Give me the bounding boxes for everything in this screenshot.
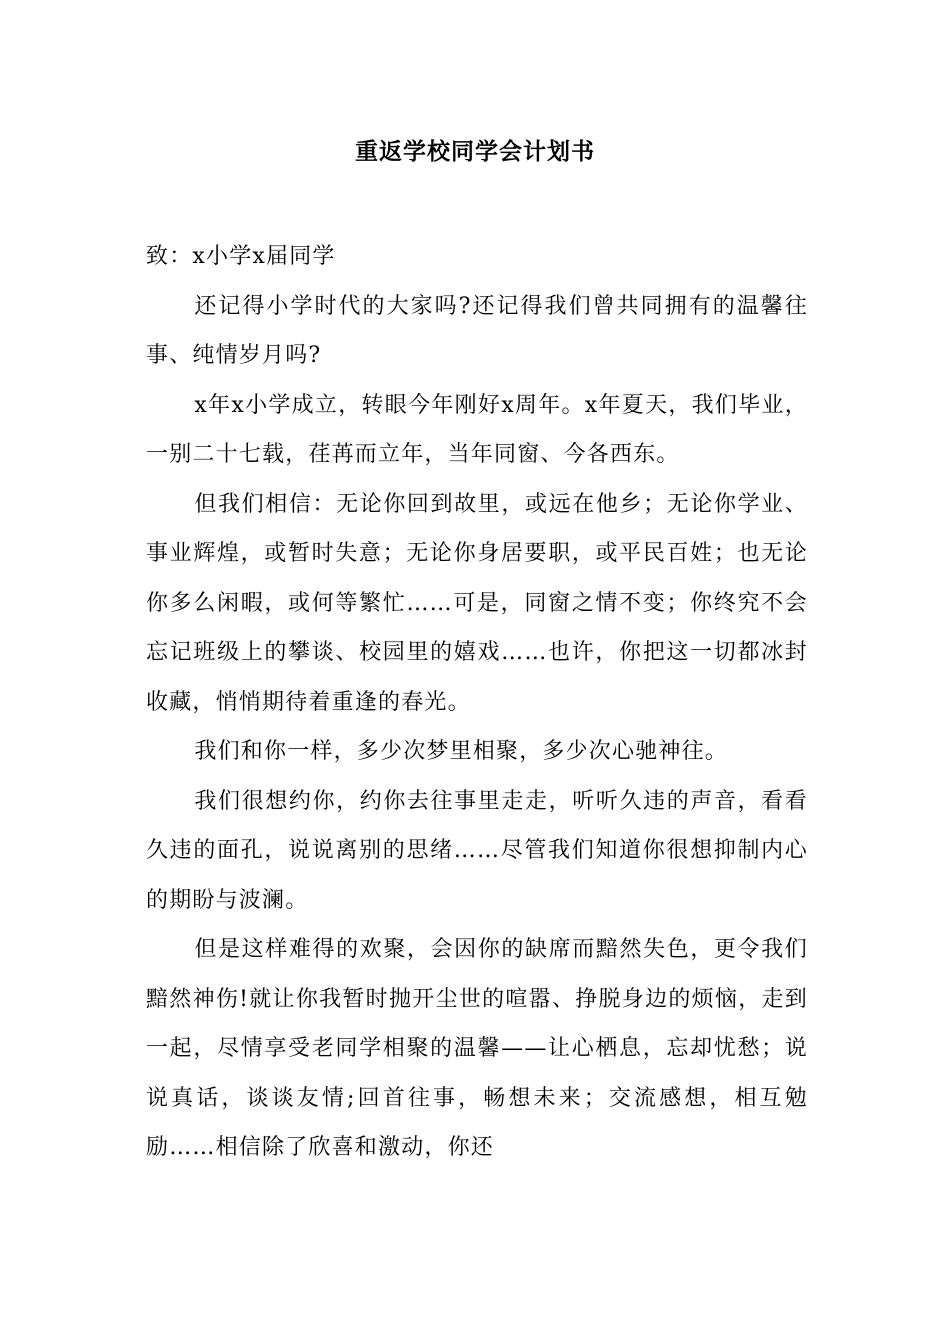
document-title: 重返学校同学会计划书 — [355, 138, 595, 165]
salutation-line: 致：x小学x届同学 — [146, 244, 336, 269]
paragraph-invitation: 我们很想约你，约你去往事里走走，听听久违的声音，看看久违的面孔，说说离别的思绪……尽管我们知道你很想抑制内心的期盼与波澜。 — [146, 788, 808, 913]
paragraph-school-history: x年x小学成立，转眼今年刚好x周年。x年夏天，我们毕业，一别二十七载，荏苒而立年，当年同窗、今各西东。 — [146, 392, 808, 467]
document-body — [146, 232, 808, 1173]
paragraph-dreams: 我们和你一样，多少次梦里相聚，多少次心驰神往。 — [194, 739, 728, 764]
paragraph-reunion: 但是这样难得的欢聚，会因你的缺席而黯然失色，更令我们黯然神伤!就让你我暂时抛开尘世的喧嚣、挣脱身边的烦恼，走到一起，尽情享受老同学相聚的温馨——让心栖息，忘却忧愁；说说真话，谈谈友情;回首往事，畅想未来；交流感想，相互勉励……相信除了欣喜和激动，你还 — [146, 937, 808, 1160]
paragraph-belief: 但我们相信：无论你回到故里，或远在他乡；无论你学业、事业辉煌，或暂时失意；无论你身居要职，或平民百姓；也无论你多么闲暇，或何等繁忙……可是，同窗之情不变；你终究不会忘记班级上的攀谈、校园里的嬉戏……也许，你把这一切都冰封收藏，悄悄期待着重逢的春光。 — [146, 491, 808, 715]
paragraph-memories: 还记得小学时代的大家吗?还记得我们曾共同拥有的温馨往事、纯情岁月吗? — [146, 293, 808, 368]
